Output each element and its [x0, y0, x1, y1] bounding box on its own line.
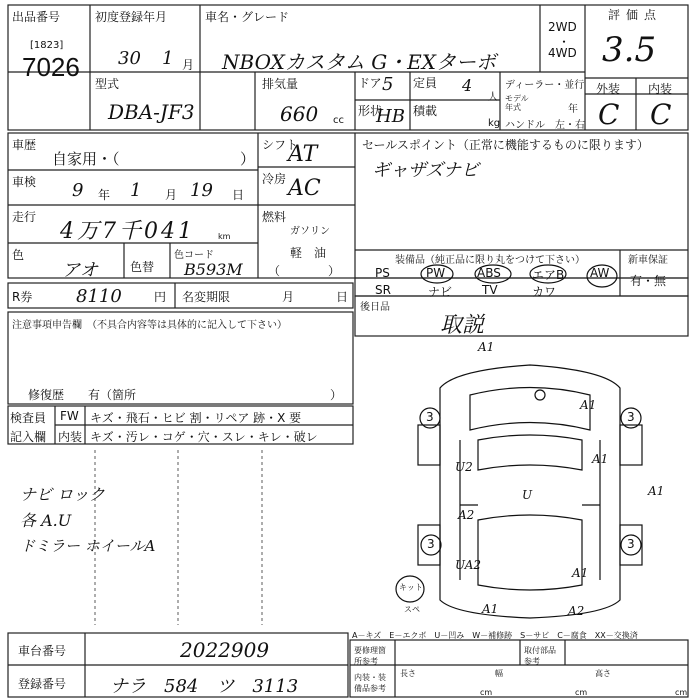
- year-unit: 年: [568, 104, 578, 115]
- handwritten-note-1: ナビ ロック: [20, 485, 105, 504]
- repair-history-close: ）: [330, 388, 343, 402]
- spare-kit-note: キット: [399, 583, 423, 592]
- sales-point-value: ギャザズナビ: [372, 160, 479, 181]
- drive-dot: ・: [558, 35, 571, 49]
- legend-cm-2: cm: [575, 688, 588, 697]
- mileage-label: 走行: [12, 210, 37, 224]
- month-unit: 月: [182, 58, 195, 72]
- legend-cm-3: cm: [675, 688, 688, 697]
- damage-legend: A－キズ E－エクボ U－凹み W－補修跡 S－サビ C－腐食 XX－交換済: [352, 631, 638, 640]
- equip-tv: TV: [482, 283, 498, 297]
- mark-rear: A1: [482, 602, 499, 616]
- wheel-front-left: 3: [426, 410, 434, 424]
- recycle-label: R券: [12, 290, 33, 304]
- fuel-diesel: 軽 油: [290, 246, 327, 260]
- cc-unit: cc: [333, 115, 344, 126]
- shape-label: 形状: [358, 104, 383, 118]
- interior-items: キズ・汚レ・コゲ・穴・スレ・キレ・破レ: [90, 430, 318, 444]
- legend-repair-ref: 要修理箇所参考: [354, 646, 386, 666]
- car-name-label: 車名・グレード: [205, 10, 290, 24]
- registration-month: 1: [162, 48, 174, 69]
- model-code: DBA-JF3: [108, 100, 195, 124]
- sales-point-label: セールスポイント（正常に機能するものに限ります）: [362, 138, 649, 152]
- km-unit: km: [218, 232, 231, 241]
- chassis-label: 車台番号: [18, 644, 67, 658]
- grade-label: 評価点: [608, 8, 663, 22]
- equip-aw: AW: [590, 266, 610, 280]
- notes-label: 注意事項申告欄 （不具合内容等は具体的に記入して下さい）: [12, 320, 287, 331]
- exterior-grade: C: [598, 98, 620, 131]
- repaint-label: 色替: [130, 260, 155, 274]
- legend-width: 幅: [495, 669, 503, 678]
- wheel-rear-right: 3: [627, 537, 635, 551]
- mark-rear-left: UA2: [455, 558, 482, 572]
- shaken-month-unit: 月: [165, 188, 178, 202]
- new-car-warranty-value: 有・無: [630, 274, 667, 288]
- plate-label: 登録番号: [18, 677, 67, 691]
- legend-interior-ref: 内装・装備品参考: [354, 673, 386, 693]
- seats-label: 定員: [413, 76, 438, 90]
- aircon-label: 冷房: [262, 172, 287, 186]
- shift-value: AT: [288, 142, 318, 167]
- spare-kit-sub: スペ: [404, 605, 420, 614]
- legend-length: 長さ: [400, 669, 416, 678]
- equip-leather: カワ: [532, 285, 557, 299]
- equip-airbag: エアB: [532, 268, 565, 282]
- kg-unit: kg: [488, 118, 501, 129]
- mark-door-low: A2: [458, 508, 475, 522]
- legend-parts-ref: 取付部品参考: [524, 646, 556, 666]
- legend-cm-1: cm: [480, 688, 493, 697]
- person-unit: 人: [488, 92, 498, 103]
- model-year-label: モデル年式: [505, 94, 529, 112]
- shift-label: シフト: [262, 138, 299, 152]
- registration-year: 30: [118, 48, 141, 69]
- seats-value: 4: [462, 76, 473, 95]
- first-registration-label: 初度登録年月: [95, 10, 168, 24]
- recycle-value: 8110: [76, 286, 122, 307]
- handle-label: ハンドル 左・右: [505, 120, 585, 131]
- shaken-label: 車検: [12, 175, 37, 189]
- wheel-rear-left: 3: [427, 537, 435, 551]
- mark-rear-bumper: A2: [568, 604, 585, 618]
- fuel-gasoline: ガソリン: [290, 226, 330, 237]
- exterior-label: 外装: [596, 82, 621, 96]
- handwritten-note-2: 各 A.U: [20, 511, 72, 530]
- drive-4wd: 4WD: [548, 46, 577, 60]
- equip-navi: ナビ: [428, 285, 453, 299]
- displacement-label: 排気量: [262, 77, 299, 91]
- plate-number: ナラ 584 ツ 3113: [110, 676, 299, 697]
- chassis-number: 2022909: [180, 638, 270, 662]
- repair-history-label: 修復歴 有（箇所: [28, 388, 137, 402]
- lot-number: 7026: [22, 52, 80, 82]
- fw-items: キズ・飛石・ヒビ 割・リペア 跡・X 要: [90, 411, 302, 425]
- aircon-value: AC: [288, 176, 321, 201]
- doors-label: ドア: [358, 76, 382, 90]
- color-code-label: 色コード: [174, 250, 214, 261]
- handwritten-note-3: ドミラー ホイールA: [20, 537, 156, 555]
- car-name-grade: NBOXカスタム G・EXターボ: [222, 50, 497, 74]
- interior-label: 内装: [648, 82, 673, 96]
- mark-right-front: A1: [580, 398, 597, 412]
- equip-sr: SR: [375, 283, 391, 297]
- shape-value: HB: [376, 106, 405, 127]
- after-docs-value: 取説: [440, 313, 485, 338]
- name-change-month-unit: 月: [282, 290, 295, 304]
- mark-front: A1: [478, 340, 495, 354]
- cargo-label: 積載: [413, 104, 438, 118]
- equip-abs: ABS: [477, 266, 501, 280]
- mark-door-mid: U: [522, 488, 533, 502]
- displacement-value: 660: [280, 102, 319, 126]
- equipment-label: 装備品（純正品に限り丸をつけて下さい）: [395, 255, 585, 266]
- name-change-day-unit: 日: [336, 290, 349, 304]
- recycle-unit: 円: [154, 290, 167, 304]
- inspector-label-2: 記入欄: [10, 430, 47, 444]
- shaken-year-unit: 年: [98, 188, 111, 202]
- history-label: 車歴: [12, 138, 37, 152]
- fuel-label: 燃料: [262, 210, 287, 224]
- fw-label: FW: [60, 409, 79, 423]
- shaken-day: 19: [190, 180, 213, 201]
- color-value: アオ: [62, 260, 98, 281]
- lot-sub-number: [1823]: [30, 40, 64, 51]
- color-code: B593M: [184, 260, 243, 279]
- fuel-other: （ ）: [268, 264, 341, 278]
- shaken-month: 1: [130, 180, 142, 201]
- name-change-label: 名変期限: [182, 290, 231, 304]
- after-docs-label: 後日品: [360, 302, 390, 313]
- grade-score: 3.5: [602, 30, 657, 70]
- shaken-day-unit: 日: [232, 188, 245, 202]
- mark-left-mid: U2: [455, 460, 473, 474]
- legend-height: 高さ: [595, 669, 611, 678]
- model-label: 型式: [95, 77, 120, 91]
- drive-2wd: 2WD: [548, 20, 577, 34]
- equip-ps: PS: [375, 266, 390, 280]
- history-value: 自家用・（: [52, 150, 120, 168]
- mark-right-long: A1: [648, 484, 665, 498]
- history-close: ）: [240, 150, 256, 168]
- doors-value: 5: [382, 74, 394, 95]
- interior-items-label: 内装: [58, 430, 83, 444]
- color-label: 色: [12, 248, 25, 262]
- mileage-value: 4万7千041: [60, 219, 195, 244]
- dealer-label: ディーラー・並行: [505, 80, 585, 91]
- inspector-label-1: 検査員: [10, 411, 47, 425]
- mark-rear-right: A1: [572, 566, 589, 580]
- wheel-front-right: 3: [627, 410, 635, 424]
- shaken-year: 9: [72, 180, 84, 201]
- new-car-warranty-label: 新車保証: [628, 255, 668, 266]
- interior-grade: C: [650, 98, 672, 131]
- equip-pw: PW: [426, 266, 446, 280]
- lot-number-label: 出品番号: [12, 10, 61, 24]
- mark-right-side: A1: [592, 452, 609, 466]
